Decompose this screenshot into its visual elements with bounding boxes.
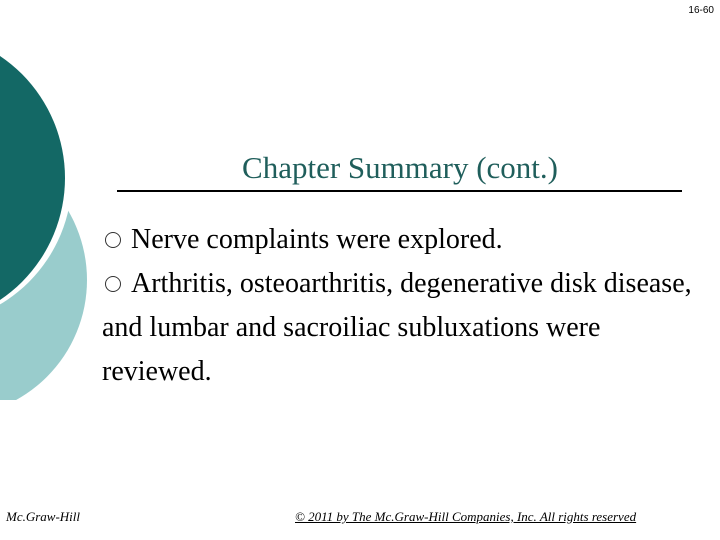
page-number: 16-60 — [688, 5, 714, 16]
title-underline — [117, 190, 682, 192]
slide-title: Chapter Summary (cont.) — [242, 150, 558, 185]
hollow-circle-bullet-icon — [105, 276, 121, 292]
bullet-text: Nerve complaints were explored. — [131, 224, 503, 255]
footer-publisher: Mc.Graw-Hill — [6, 509, 81, 524]
bullet-list — [102, 218, 692, 394]
bullet-item — [102, 218, 692, 262]
hollow-circle-bullet-icon — [105, 232, 121, 248]
bullet-text: Arthritis, osteoarthritis, degenerative disk disease, and lumbar and sacroiliac subluxations were reviewed. — [102, 268, 692, 387]
bullet-item — [102, 262, 692, 394]
footer-copyright: © 2011 by The Mc.Graw-Hill Companies, Inc. All rights reserved — [295, 509, 637, 524]
